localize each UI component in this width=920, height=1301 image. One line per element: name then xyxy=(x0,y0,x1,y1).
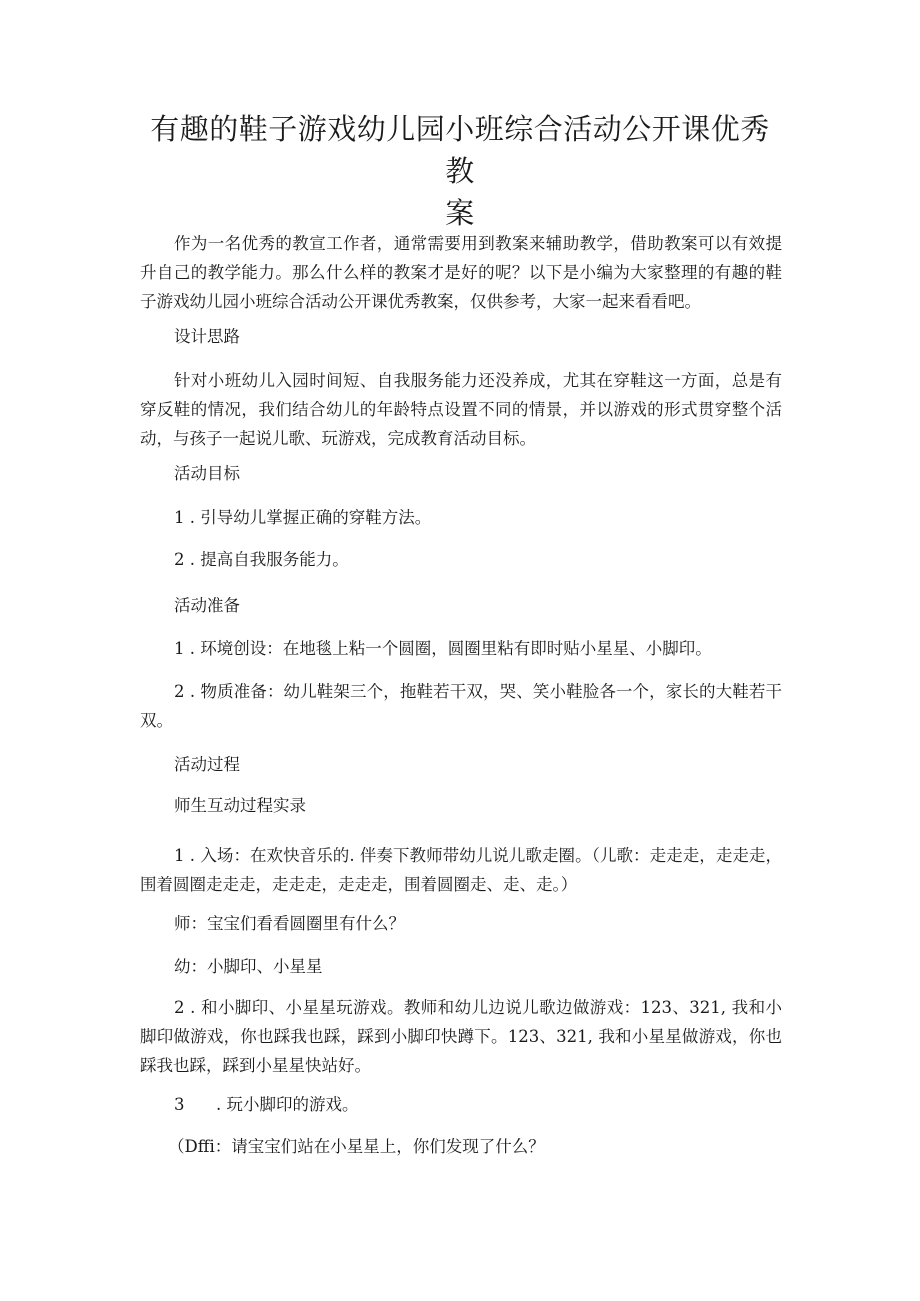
intro-paragraph: 作为一名优秀的教宣工作者，通常需要用到教案来辅助教学，借助教案可以有效提升自己的教学能力。那么什么样的教案才是好的呢？以下是小编为大家整理的有趣的鞋子游戏幼儿园小班综合活动公开课优秀教案，仅供参考，大家一起来看看吧。 xyxy=(140,234,782,311)
section-heading-prep: 活动准备 xyxy=(174,596,240,615)
section-heading-design: 设计思路 xyxy=(174,327,240,346)
process-subheading: 师生互动过程实录 xyxy=(174,796,306,815)
design-paragraph: 针对小班幼儿入园时间短、自我服务能力还没养成，尤其在穿鞋这一方面，总是有穿反鞋的情况，我们结合幼儿的年龄特点设置不同的情景，并以游戏的形式贯穿整个活动，与孩子一起说儿歌、玩游戏，完成教育活动目标。 xyxy=(140,371,782,448)
section-heading-process: 活动过程 xyxy=(174,755,240,774)
process-step-3: 3 . 玩小脚印的游戏。 xyxy=(174,1095,359,1114)
process-step-3-text: （Dffi：请宝宝们站在小星星上，你们发现了什么？ xyxy=(168,1137,545,1156)
section-heading-goals: 活动目标 xyxy=(174,464,240,483)
goal-item-2: 2 . 提高自我服务能力。 xyxy=(174,550,349,569)
title-line-1: 有趣的鞋子游戏幼儿园小班综合活动公开课优秀教 xyxy=(150,112,770,188)
document-title xyxy=(140,108,780,234)
process-step-2: 2 . 和小脚印、小星星玩游戏。教师和幼儿边说儿歌边做游戏：123、321, 我和小脚印做游戏，你也踩我也踩，踩到小脚印快蹲下。123、321, 我和小星星做游戏，你也踩我也踩，踩到小星星快站好。 xyxy=(140,998,782,1075)
process-step-1: 1 . 入场：在欢快音乐的. 伴奏下教师带幼儿说儿歌走圈。（儿歌：走走走，走走走，围着圆圈走走走，走走走，走走走，围着圆圈走、走、走。） xyxy=(140,846,782,894)
prep-item-1: 1 . 环境创设：在地毯上粘一个圆圈，圆圈里粘有即时贴小星星、小脚印。 xyxy=(174,639,712,658)
goal-item-1: 1 . 引导幼儿掌握正确的穿鞋方法。 xyxy=(174,508,432,527)
prep-item-2: 2 . 物质准备：幼儿鞋架三个，拖鞋若干双，哭、笑小鞋脸各一个，家长的大鞋若干双。 xyxy=(140,682,782,730)
child-answer: 幼：小脚印、小星星 xyxy=(174,957,323,976)
teacher-question: 师：宝宝们看看圆圈里有什么？ xyxy=(174,914,405,933)
title-line-2: 案 xyxy=(445,196,475,230)
